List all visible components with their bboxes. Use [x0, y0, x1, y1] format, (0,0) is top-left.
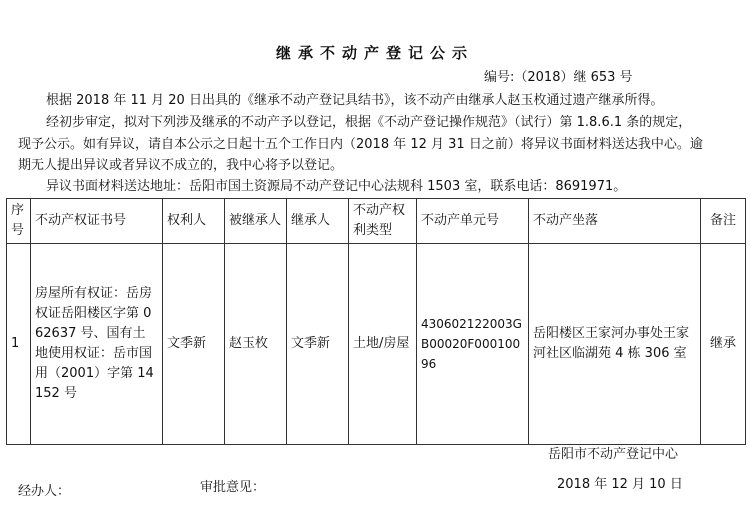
cell-unit-no: 430602122003GB00020F00010096	[417, 244, 529, 445]
header-unit-no: 不动产单元号	[417, 199, 529, 244]
header-heir-from: 被继承人	[225, 199, 287, 244]
header-remark: 备注	[701, 199, 746, 244]
paragraph-2: 经初步审定，拟对下列涉及继承的不动产予以登记，根据《不动产登记操作规范》（试行）第 1.8.6.1 条的规定，	[46, 115, 692, 130]
cell-cert: 房屋所有权证：岳房权证岳阳楼区字第 062637 号、国有土地使用权证：岳市国用（2001）字第 14152 号	[31, 244, 163, 445]
handler-label: 经办人：	[18, 484, 71, 499]
property-table	[6, 198, 746, 445]
header-cert: 不动产权证书号	[31, 199, 163, 244]
header-location: 不动产坐落	[529, 199, 701, 244]
paragraph-1: 根据 2018 年 11 月 20 日出具的《继承不动产登记具结书》，该不动产由继承人赵玉枚通过遗产继承所得。	[46, 93, 664, 108]
header-heir: 继承人	[287, 199, 349, 244]
document-number: 编号:（2018）继 653 号	[484, 70, 633, 85]
objection-address: 异议书面材料送达地址：岳阳市国土资源局不动产登记中心法规科 1503 室，联系电话：8691971。	[46, 179, 627, 194]
header-owner: 权利人	[163, 199, 225, 244]
cell-seq: 1	[7, 244, 31, 445]
cell-owner: 文季新	[163, 244, 225, 445]
header-right-type: 不动产权利类型	[349, 199, 417, 244]
notice-date: 2018 年 12 月 10 日	[557, 477, 683, 492]
table-row	[7, 244, 746, 445]
cell-heir-from: 赵玉枚	[225, 244, 287, 445]
registration-center-name: 岳阳市不动产登记中心	[548, 447, 679, 462]
cell-right-type: 土地/房屋	[349, 244, 417, 445]
cell-remark: 继承	[701, 244, 746, 445]
notice-title: 继承不动产登记公示	[275, 44, 474, 62]
header-seq: 序号	[7, 199, 31, 244]
paragraph-4: 期无人提出异议或者异议不成立的，我中心将予以登记。	[18, 158, 344, 173]
table-header-row	[7, 199, 746, 244]
paragraph-3: 现予公示。如有异议，请自本公示之日起十五个工作日内（2018 年 12 月 31 日之前）将异议书面材料送达我中心。逾	[18, 137, 703, 152]
cell-heir: 文季新	[287, 244, 349, 445]
approval-label: 审批意见：	[200, 480, 266, 495]
cell-location: 岳阳楼区王家河办事处王家河社区临湖苑 4 栋 306 室	[529, 244, 701, 445]
